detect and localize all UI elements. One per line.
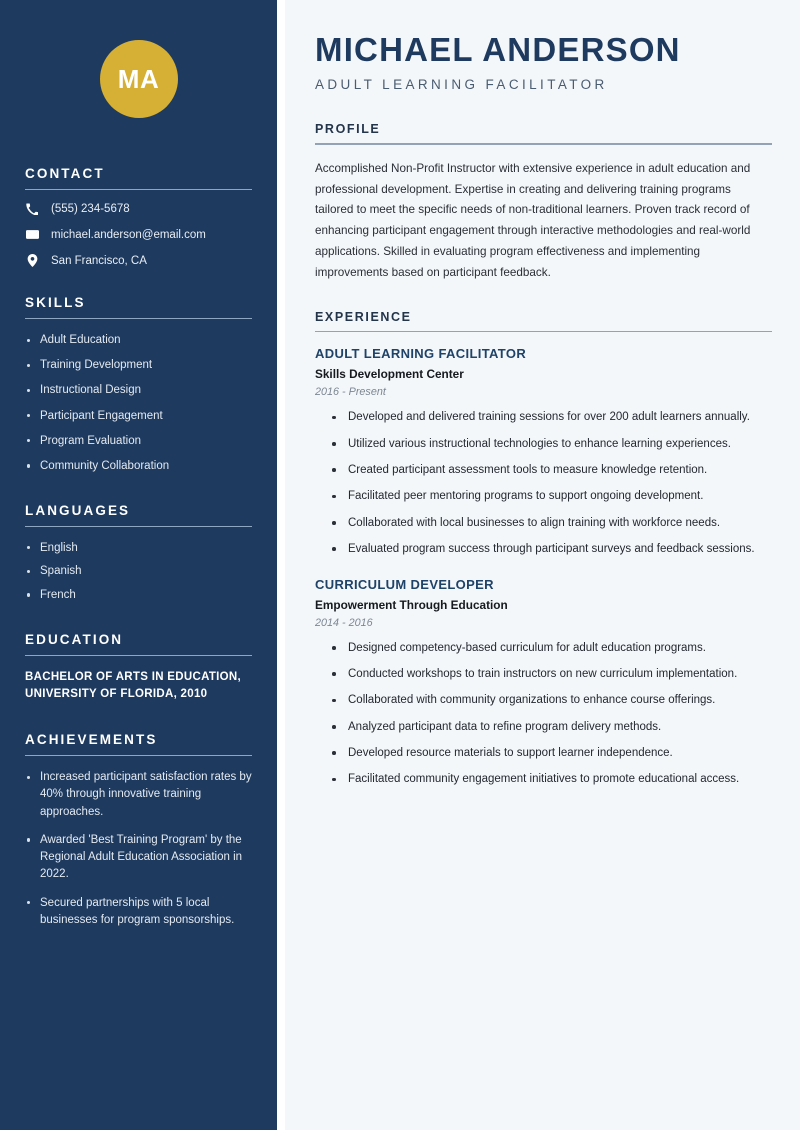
experience-bullet-list <box>315 640 772 789</box>
sidebar <box>0 0 277 1130</box>
section-experience <box>315 310 772 789</box>
list-item: Developed resource materials to support learner independence. <box>331 745 772 763</box>
sidebar-heading-contact: CONTACT <box>25 166 105 181</box>
experience-dates: 2016 - Present <box>315 386 386 399</box>
divider <box>25 189 252 190</box>
languages-list <box>25 540 252 604</box>
list-item: Analyzed participant data to refine program delivery methods. <box>331 719 772 737</box>
list-item: Participant Engagement <box>25 408 252 425</box>
experience-company: Skills Development Center <box>315 367 464 382</box>
divider <box>25 655 252 656</box>
experience-dates: 2014 - 2016 <box>315 616 373 629</box>
list-item: Increased participant satisfaction rates by 40% through innovative training approaches. <box>25 769 252 821</box>
main-heading-experience: EXPERIENCE <box>315 309 412 324</box>
list-item: Spanish <box>25 563 252 580</box>
list-item: Created participant assessment tools to measure knowledge retention. <box>331 462 772 480</box>
contact-item-phone[interactable] <box>25 203 252 215</box>
sidebar-section-languages <box>25 503 252 604</box>
list-item: Collaborated with community organizations to enhance course offerings. <box>331 692 772 710</box>
list-item: Program Evaluation <box>25 433 252 450</box>
experience-job-title: ADULT LEARNING FACILITATOR <box>315 346 527 362</box>
list-item: Community Collaboration <box>25 458 252 475</box>
divider <box>25 755 252 756</box>
experience-entry <box>315 577 772 789</box>
list-item: Adult Education <box>25 332 252 349</box>
achievements-list <box>25 769 252 929</box>
sidebar-heading-education: EDUCATION <box>25 631 124 647</box>
sidebar-heading-achievements: ACHIEVEMENTS <box>25 732 158 748</box>
list-item: Conducted workshops to train instructors on new curriculum implementation. <box>331 666 772 684</box>
job-subtitle: ADULT LEARNING FACILITATOR <box>315 77 608 93</box>
envelope-icon <box>25 228 39 241</box>
list-item: Secured partnerships with 5 local businesses for program sponsorships. <box>25 895 252 930</box>
profile-text: Accomplished Non-Profit Instructor with extensive experience in adult education and professional development. Expertise in creating and delivering training programs tailored to meet the specific needs of non-traditional learners. Proven track record of enhancing participant engagement through interactive methodologies and real-world applications. Skilled in evaluating program effectiveness and implementing improvements based on participant feedback. <box>315 161 751 279</box>
list-item: English <box>25 540 252 557</box>
experience-job-title: CURRICULUM DEVELOPER <box>315 576 494 592</box>
list-item: Training Development <box>25 357 252 374</box>
main-heading-profile: PROFILE <box>315 122 381 137</box>
contact-item-email[interactable] <box>25 228 252 241</box>
map-pin-icon <box>25 254 39 267</box>
page-title: MICHAEL ANDERSON <box>315 31 681 68</box>
contact-phone-value: (555) 234-5678 <box>51 203 130 215</box>
contact-email-value: michael.anderson@email.com <box>51 228 206 241</box>
list-item: Instructional Design <box>25 382 252 399</box>
avatar-container <box>25 0 252 166</box>
contact-location-value: San Francisco, CA <box>51 254 147 267</box>
education-degree-line-1: BACHELOR OF ARTS IN EDUCATION, <box>25 670 241 683</box>
education-degree-line-2: UNIVERSITY OF FLORIDA, 2010 <box>25 688 208 701</box>
sidebar-heading-languages: LANGUAGES <box>25 502 131 518</box>
list-item: Developed and delivered training sessions for over 200 adult learners annually. <box>331 409 772 427</box>
sidebar-section-contact <box>25 166 252 267</box>
list-item: Collaborated with local businesses to align training with workforce needs. <box>331 515 772 533</box>
divider <box>25 526 252 527</box>
sidebar-section-skills <box>25 295 252 475</box>
list-item: Designed competency-based curriculum for adult education programs. <box>331 640 772 658</box>
sidebar-heading-skills: SKILLS <box>25 295 86 310</box>
sidebar-section-achievements <box>25 732 252 929</box>
experience-entry <box>315 346 772 558</box>
list-item: Awarded 'Best Training Program' by the Regional Adult Education Association in 2022. <box>25 832 252 884</box>
list-item: Facilitated peer mentoring programs to support ongoing development. <box>331 488 772 506</box>
list-item: Utilized various instructional technologies to enhance learning experiences. <box>331 436 772 454</box>
sidebar-section-education <box>25 632 252 705</box>
skills-list <box>25 332 252 475</box>
divider <box>25 318 252 319</box>
avatar: MA <box>100 40 178 118</box>
list-item: Facilitated community engagement initiatives to promote educational access. <box>331 771 772 789</box>
list-item: Evaluated program success through participant surveys and feedback sessions. <box>331 541 772 559</box>
experience-bullet-list <box>315 409 772 558</box>
list-item: French <box>25 587 252 604</box>
main-content <box>285 0 800 1130</box>
experience-company: Empowerment Through Education <box>315 597 508 612</box>
phone-icon <box>25 203 39 215</box>
column-divider <box>277 0 285 1130</box>
section-profile <box>315 122 772 283</box>
contact-item-location[interactable] <box>25 254 252 267</box>
divider <box>315 331 772 333</box>
divider <box>315 143 772 145</box>
